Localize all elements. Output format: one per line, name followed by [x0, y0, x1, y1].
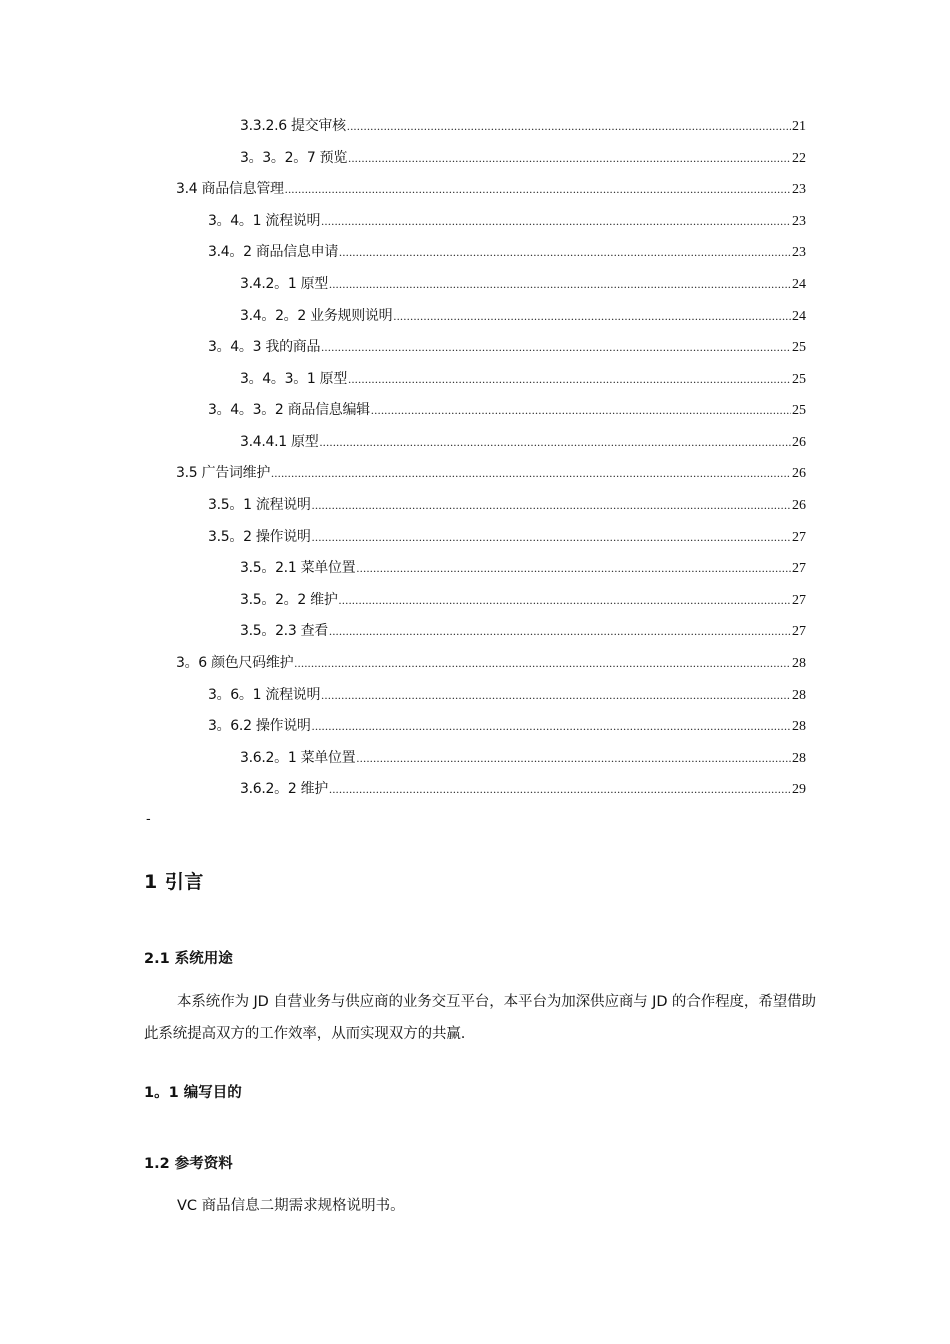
toc-dot-leader — [312, 526, 791, 548]
toc-dot-leader — [319, 431, 791, 453]
toc-dot-leader — [356, 747, 791, 769]
toc-entry-title: 3.4。2 商品信息申请 — [208, 244, 339, 260]
toc-entry[interactable] — [176, 462, 806, 484]
toc-entry-page: 26 — [792, 435, 806, 450]
toc-dot-leader — [321, 210, 791, 232]
toc-entry-page: 25 — [792, 403, 806, 418]
toc-entry-title: 3。6.2 操作说明 — [208, 718, 311, 734]
toc-entry-page: 25 — [792, 340, 806, 355]
paragraph-system-purpose: 本系统作为 JD 自营业务与供应商的业务交互平台，本平台为加深供应商与 JD 的合作程度，希望借助此系统提高双方的工作效率，从而实现双方的共赢. — [144, 994, 816, 1042]
toc-entry-title: 3。4。3 我的商品 — [208, 339, 321, 355]
toc-entry[interactable] — [240, 431, 806, 453]
toc-entry-page: 27 — [792, 593, 806, 608]
toc-entry-page: 27 — [792, 530, 806, 545]
toc-entry-page: 24 — [792, 309, 806, 324]
toc-entry[interactable] — [240, 620, 806, 642]
toc-entry-title: 3.5。2。2 维护 — [240, 592, 338, 608]
toc-dot-leader — [271, 462, 791, 484]
toc-dot-leader — [371, 399, 791, 421]
toc-entry-title: 3.3.2.6 提交审核 — [240, 118, 346, 134]
toc-dot-leader — [356, 557, 791, 579]
toc-dot-leader — [348, 147, 791, 169]
toc-dot-leader — [312, 494, 791, 516]
toc-entry[interactable] — [240, 115, 806, 137]
toc-dot-leader — [294, 652, 791, 674]
toc-entry-page: 21 — [792, 119, 806, 134]
toc-entry-title: 3.5 广告词维护 — [176, 465, 271, 481]
toc-entry-title: 3.5。2.3 查看 — [240, 623, 328, 639]
toc-entry[interactable] — [208, 210, 806, 232]
heading-writing-goal: 1。1 编写目的 — [144, 1085, 242, 1101]
toc-entry-title: 3。3。2。7 预览 — [240, 150, 348, 166]
toc-entry-page: 28 — [792, 751, 806, 766]
toc-entry-title: 3.6.2。1 菜单位置 — [240, 750, 356, 766]
toc-entry[interactable] — [240, 557, 806, 579]
toc-entry[interactable] — [208, 494, 806, 516]
toc-entry-title: 3.5。2.1 菜单位置 — [240, 560, 356, 576]
toc-entry-title: 3.4。2。2 业务规则说明 — [240, 308, 393, 324]
heading-system-purpose: 2.1 系统用途 — [144, 951, 233, 967]
toc-entry-page: 27 — [792, 624, 806, 639]
toc-entry-title: 3。6。1 流程说明 — [208, 687, 321, 703]
toc-entry[interactable] — [208, 241, 806, 263]
toc-entry-page: 26 — [792, 466, 806, 481]
toc-entry-title: 3.6.2。2 维护 — [240, 781, 328, 797]
toc-entry-title: 3。4。3。1 原型 — [240, 371, 348, 387]
toc-dot-leader — [329, 620, 791, 642]
toc-dot-leader — [339, 241, 791, 263]
heading-references: 1.2 参考资料 — [144, 1156, 233, 1172]
toc-entry-page: 28 — [792, 656, 806, 671]
toc-dot-leader — [285, 178, 791, 200]
toc-entry[interactable] — [208, 526, 806, 548]
toc-dot-leader — [312, 715, 791, 737]
toc-entry-page: 25 — [792, 372, 806, 387]
toc-entry[interactable] — [208, 399, 806, 421]
toc-entry-title: 3.4 商品信息管理 — [176, 181, 284, 197]
toc-entry-page: 27 — [792, 561, 806, 576]
toc-entry-title: 3。6 颜色尺码维护 — [176, 655, 294, 671]
toc-entry-page: 28 — [792, 719, 806, 734]
toc-dot-leader — [321, 336, 791, 358]
toc-entry-page: 22 — [792, 151, 806, 166]
toc-entry-page: 23 — [792, 182, 806, 197]
toc-entry[interactable] — [208, 715, 806, 737]
toc-dot-leader — [321, 684, 791, 706]
toc-entry[interactable] — [176, 178, 806, 200]
toc-entry[interactable] — [208, 336, 806, 358]
toc-entry[interactable] — [208, 684, 806, 706]
toc-entry[interactable] — [240, 273, 806, 295]
toc-dot-leader — [339, 589, 791, 611]
toc-entry-page: 28 — [792, 688, 806, 703]
heading-introduction: 1 引言 — [144, 871, 204, 893]
toc-entry-title: 3.5。1 流程说明 — [208, 497, 311, 513]
toc-entry-title: 3。4。1 流程说明 — [208, 213, 321, 229]
toc-entry-page: 24 — [792, 277, 806, 292]
toc-dot-leader — [393, 305, 791, 327]
toc-entry-page: 26 — [792, 498, 806, 513]
paragraph-references: VC 商品信息二期需求规格说明书。 — [177, 1198, 405, 1214]
toc-entry[interactable] — [240, 778, 806, 800]
toc-dot-leader — [329, 273, 791, 295]
toc-dot-leader — [348, 368, 791, 390]
toc-entry[interactable] — [240, 589, 806, 611]
toc-entry-title: 3.4.2。1 原型 — [240, 276, 328, 292]
toc-entry-title: 3。4。3。2 商品信息编辑 — [208, 402, 370, 418]
toc-dot-leader — [329, 778, 791, 800]
toc-entry[interactable] — [240, 305, 806, 327]
toc-entry-page: 23 — [792, 214, 806, 229]
toc-entry-title: 3.4.4.1 原型 — [240, 434, 319, 450]
toc-dot-leader — [347, 115, 791, 137]
toc-entry-page: 23 — [792, 245, 806, 260]
toc-entry[interactable] — [240, 368, 806, 390]
toc-entry[interactable] — [240, 747, 806, 769]
toc-entry[interactable] — [240, 147, 806, 169]
toc-entry-title: 3.5。2 操作说明 — [208, 529, 311, 545]
separator-mark: - — [146, 812, 151, 827]
toc-entry-page: 29 — [792, 782, 806, 797]
toc-entry[interactable] — [176, 652, 806, 674]
